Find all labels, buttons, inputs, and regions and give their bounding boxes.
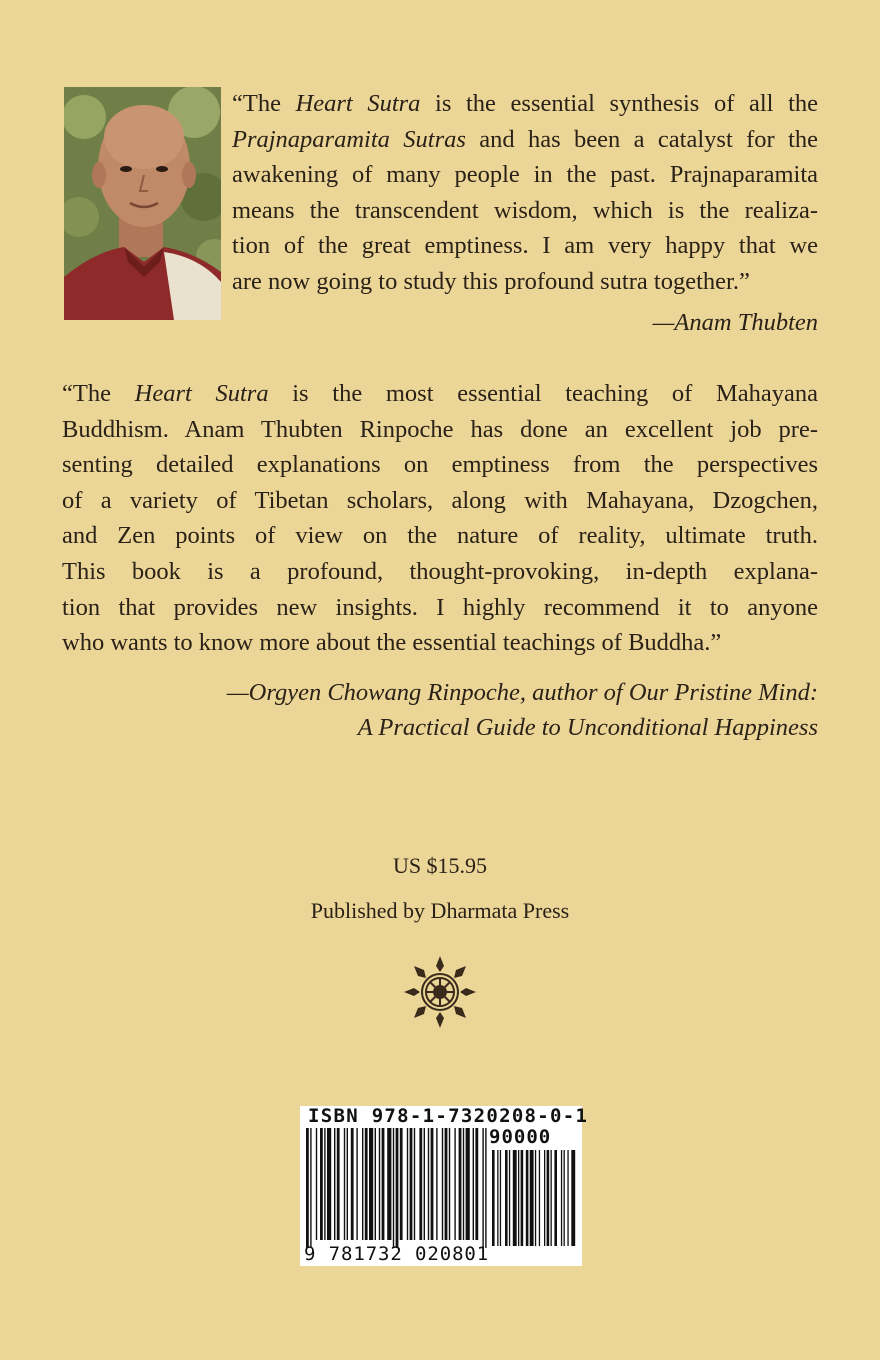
barcode-bar [436,1128,437,1240]
barcode-bar [414,1128,415,1240]
barcode-addon-bar [535,1150,536,1246]
dharma-wheel-icon [402,954,478,1030]
barcode-addon-bar [526,1150,529,1246]
barcode-addon-bar [530,1150,534,1246]
barcode-bar [356,1128,357,1240]
barcode-bar [324,1128,325,1240]
barcode-bar [369,1128,373,1240]
barcode-bar [463,1128,464,1240]
barcode-addon-bar [509,1150,510,1246]
price: US $15.95 [392,853,488,878]
barcode-addon-bar [492,1150,495,1246]
isbn-label: ISBN 978-1-7320208-0-1 [308,1105,589,1127]
barcode-bar [362,1128,363,1240]
barcode-bar [387,1128,391,1240]
barcode-bar [410,1128,413,1240]
italic-title: Prajnaparamita Sutras [232,125,466,153]
barcode-bar [379,1128,380,1240]
quote-line: Buddhism. Anam Thubten Rinpoche has done an excellent job pre- [62,415,818,443]
quote-line: tion of the great emptiness. I am very happy that we [232,232,818,260]
barcode-bar [351,1128,354,1240]
isbn-barcode [300,1105,589,1266]
barcode-bar [365,1128,368,1240]
barcode-addon-bar [513,1150,517,1246]
barcode-addon-bar [544,1150,545,1246]
barcode-addon-bar [551,1150,552,1246]
barcode-bar [337,1128,340,1240]
quote-line: who wants to know more about the essential teachings of Buddha.” [62,629,722,657]
barcode-addon-bar [497,1150,498,1246]
barcode-bar [382,1128,385,1240]
barcode-bar [445,1128,448,1240]
barcode-bar [327,1128,331,1240]
barcode-addon-bar [521,1150,524,1246]
publisher: Published by Dharmata Press [310,898,570,923]
author-quote [232,86,818,300]
barcode-bar [428,1128,429,1240]
barcode-bar [459,1128,462,1240]
quote-line: and Zen points of view on the nature of reality, ultimate truth. [62,522,818,550]
barcode-bar [344,1128,345,1240]
barcode-bar [310,1128,311,1248]
barcode-bar [473,1128,474,1240]
barcode-bar [475,1128,478,1240]
barcode-bar [375,1128,376,1240]
quote-line: This book is a profound, thought-provoking, in-depth explana- [62,557,818,585]
quote-line: are now going to study this profound sutra together.” [232,267,750,295]
quote-line: of a variety of Tibetan scholars, along with Mahayana, Dzogchen, [62,486,818,514]
italic-title: Heart Sutra [295,90,421,117]
barcode-bar [482,1128,483,1248]
barcode-bar [400,1128,403,1240]
quote-line: “The Heart Sutra is the essential synthesis of all the [232,90,818,117]
barcode-bar [347,1128,348,1240]
quote-line: means the transcendent wisdom, which is the realiza- [232,196,818,224]
barcode-bar [306,1128,309,1248]
barcode-addon-bar [539,1150,540,1246]
quote-line: senting detailed explanations on emptiness from the perspectives [62,451,818,479]
barcode-bar [393,1128,394,1248]
barcode-bar [334,1128,335,1240]
barcode-addon-bar [564,1150,565,1246]
barcode-bar [407,1128,408,1240]
barcode-bar [419,1128,422,1240]
quote-line: tion that provides new insights. I highly recommend it to anyone [62,593,818,621]
barcode-addon-bar [567,1150,568,1246]
barcode-addon-bar [547,1150,550,1246]
barcode-addon-bar [571,1150,575,1246]
author-quote-attribution: —Anam Thubten [652,309,818,336]
endorsement-attribution [118,676,818,745]
endorsement-attribution-line-1: —Orgyen Chowang Rinpoche, author of Our Pristine Mind: [226,679,818,706]
quote-line: Prajnaparamita Sutras and has been a catalyst for the [232,125,818,153]
barcode-addon-bar [518,1150,519,1246]
barcode-addon-bar [500,1150,501,1246]
barcode-addon-bar [505,1150,508,1246]
quote-line: awakening of many people in the past. Prajnaparamita [232,161,818,189]
barcode-bar [466,1128,470,1240]
price-addon-code: 90000 [489,1126,552,1148]
barcode-bar [485,1128,486,1248]
barcode-digits: 9 781732 020801 [304,1243,490,1265]
barcode-bar [320,1128,323,1240]
barcode-bar [424,1128,425,1240]
endorsement-quote [62,376,818,661]
barcode-bar [431,1128,434,1240]
quote-line: “The Heart Sutra is the most essential teaching of Mahayana [62,380,819,407]
barcode-bar [442,1128,443,1240]
barcode-bar [316,1128,317,1240]
barcode-bar [454,1128,455,1240]
endorsement-attribution-line-2: A Practical Guide to Unconditional Happiness [357,713,818,741]
barcode-addon-bar [554,1150,557,1246]
barcode-addon-bar [561,1150,562,1246]
barcode-bar [396,1128,399,1248]
barcode-bar [449,1128,450,1240]
author-photo [64,87,221,320]
italic-title: Heart Sutra [134,380,269,407]
